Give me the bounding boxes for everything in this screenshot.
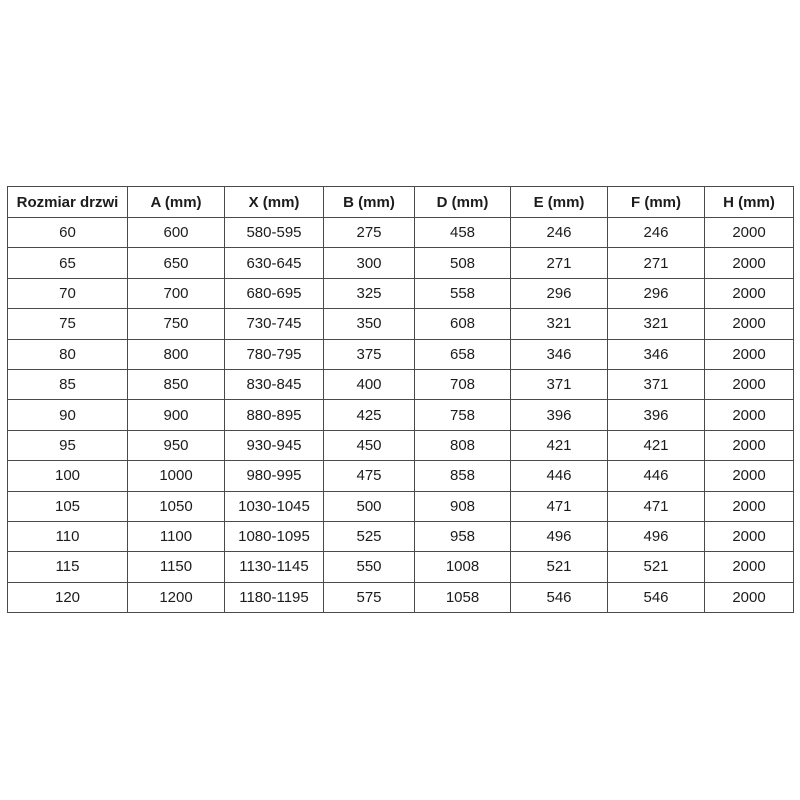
table-cell: 80 — [8, 339, 128, 369]
table-cell: 708 — [415, 369, 511, 399]
table-cell: 296 — [511, 278, 608, 308]
table-cell: 1150 — [128, 552, 225, 582]
table-cell: 2000 — [705, 521, 794, 551]
table-cell: 110 — [8, 521, 128, 551]
table-cell: 850 — [128, 369, 225, 399]
column-header-x-mm: X (mm) — [225, 187, 324, 218]
column-header-d-mm: D (mm) — [415, 187, 511, 218]
table-cell: 120 — [8, 582, 128, 612]
table-cell: 630-645 — [225, 248, 324, 278]
table-cell: 75 — [8, 309, 128, 339]
table-cell: 371 — [608, 369, 705, 399]
table-cell: 325 — [324, 278, 415, 308]
table-cell: 2000 — [705, 339, 794, 369]
table-cell: 880-895 — [225, 400, 324, 430]
table-cell: 400 — [324, 369, 415, 399]
table-cell: 246 — [511, 218, 608, 248]
table-cell: 758 — [415, 400, 511, 430]
table-cell: 346 — [608, 339, 705, 369]
table-cell: 2000 — [705, 248, 794, 278]
table-cell: 1130-1145 — [225, 552, 324, 582]
table-cell: 521 — [608, 552, 705, 582]
table-cell: 950 — [128, 430, 225, 460]
table-cell: 65 — [8, 248, 128, 278]
column-header-rozmiar-drzwi: Rozmiar drzwi — [8, 187, 128, 218]
table-cell: 1100 — [128, 521, 225, 551]
table-cell: 95 — [8, 430, 128, 460]
table-cell: 2000 — [705, 491, 794, 521]
table-cell: 421 — [608, 430, 705, 460]
table-row — [8, 278, 794, 308]
table-row — [8, 552, 794, 582]
table-cell: 521 — [511, 552, 608, 582]
table-row — [8, 521, 794, 551]
table-cell: 115 — [8, 552, 128, 582]
table-cell: 1080-1095 — [225, 521, 324, 551]
table-row — [8, 369, 794, 399]
spec-table — [7, 186, 794, 613]
table-cell: 730-745 — [225, 309, 324, 339]
table-cell: 425 — [324, 400, 415, 430]
table-cell: 2000 — [705, 430, 794, 460]
column-header-e-mm: E (mm) — [511, 187, 608, 218]
table-cell: 396 — [608, 400, 705, 430]
table-cell: 350 — [324, 309, 415, 339]
table-cell: 800 — [128, 339, 225, 369]
table-cell: 546 — [511, 582, 608, 612]
table-cell: 70 — [8, 278, 128, 308]
table-cell: 930-945 — [225, 430, 324, 460]
table-cell: 575 — [324, 582, 415, 612]
table-cell: 980-995 — [225, 461, 324, 491]
table-cell: 1000 — [128, 461, 225, 491]
table-cell: 550 — [324, 552, 415, 582]
table-header-row — [8, 187, 794, 218]
table-cell: 421 — [511, 430, 608, 460]
table-cell: 525 — [324, 521, 415, 551]
table-cell: 908 — [415, 491, 511, 521]
table-cell: 1050 — [128, 491, 225, 521]
table-body — [8, 218, 794, 613]
table-cell: 60 — [8, 218, 128, 248]
table-row — [8, 218, 794, 248]
table-cell: 508 — [415, 248, 511, 278]
column-header-f-mm: F (mm) — [608, 187, 705, 218]
table-cell: 321 — [511, 309, 608, 339]
table-row — [8, 339, 794, 369]
table-cell: 2000 — [705, 461, 794, 491]
table-cell: 321 — [608, 309, 705, 339]
table-cell: 808 — [415, 430, 511, 460]
table-cell: 2000 — [705, 582, 794, 612]
table-cell: 608 — [415, 309, 511, 339]
table-cell: 830-845 — [225, 369, 324, 399]
table-cell: 2000 — [705, 369, 794, 399]
table-cell: 1030-1045 — [225, 491, 324, 521]
table-cell: 496 — [608, 521, 705, 551]
spec-table-container — [7, 186, 793, 613]
table-cell: 85 — [8, 369, 128, 399]
table-cell: 680-695 — [225, 278, 324, 308]
table-cell: 858 — [415, 461, 511, 491]
table-cell: 1008 — [415, 552, 511, 582]
table-row — [8, 430, 794, 460]
column-header-a-mm: A (mm) — [128, 187, 225, 218]
table-cell: 700 — [128, 278, 225, 308]
table-cell: 475 — [324, 461, 415, 491]
table-cell: 300 — [324, 248, 415, 278]
table-cell: 446 — [608, 461, 705, 491]
table-row — [8, 582, 794, 612]
table-cell: 2000 — [705, 278, 794, 308]
table-cell: 90 — [8, 400, 128, 430]
table-cell: 546 — [608, 582, 705, 612]
table-row — [8, 491, 794, 521]
table-cell: 446 — [511, 461, 608, 491]
table-cell: 500 — [324, 491, 415, 521]
table-cell: 1058 — [415, 582, 511, 612]
table-cell: 2000 — [705, 400, 794, 430]
table-cell: 275 — [324, 218, 415, 248]
table-cell: 900 — [128, 400, 225, 430]
column-header-h-mm: H (mm) — [705, 187, 794, 218]
table-cell: 375 — [324, 339, 415, 369]
table-cell: 1180-1195 — [225, 582, 324, 612]
table-cell: 246 — [608, 218, 705, 248]
table-cell: 658 — [415, 339, 511, 369]
table-row — [8, 461, 794, 491]
table-cell: 496 — [511, 521, 608, 551]
table-cell: 450 — [324, 430, 415, 460]
table-cell: 958 — [415, 521, 511, 551]
table-row — [8, 248, 794, 278]
table-cell: 558 — [415, 278, 511, 308]
column-header-b-mm: B (mm) — [324, 187, 415, 218]
table-cell: 396 — [511, 400, 608, 430]
table-cell: 346 — [511, 339, 608, 369]
table-row — [8, 400, 794, 430]
table-cell: 650 — [128, 248, 225, 278]
table-cell: 296 — [608, 278, 705, 308]
table-cell: 271 — [608, 248, 705, 278]
table-cell: 271 — [511, 248, 608, 278]
table-cell: 2000 — [705, 552, 794, 582]
table-cell: 2000 — [705, 309, 794, 339]
table-cell: 750 — [128, 309, 225, 339]
table-cell: 458 — [415, 218, 511, 248]
table-cell: 471 — [511, 491, 608, 521]
table-cell: 1200 — [128, 582, 225, 612]
table-cell: 2000 — [705, 218, 794, 248]
table-row — [8, 309, 794, 339]
table-cell: 371 — [511, 369, 608, 399]
table-cell: 105 — [8, 491, 128, 521]
table-cell: 100 — [8, 461, 128, 491]
table-cell: 600 — [128, 218, 225, 248]
table-cell: 580-595 — [225, 218, 324, 248]
table-cell: 780-795 — [225, 339, 324, 369]
table-cell: 471 — [608, 491, 705, 521]
